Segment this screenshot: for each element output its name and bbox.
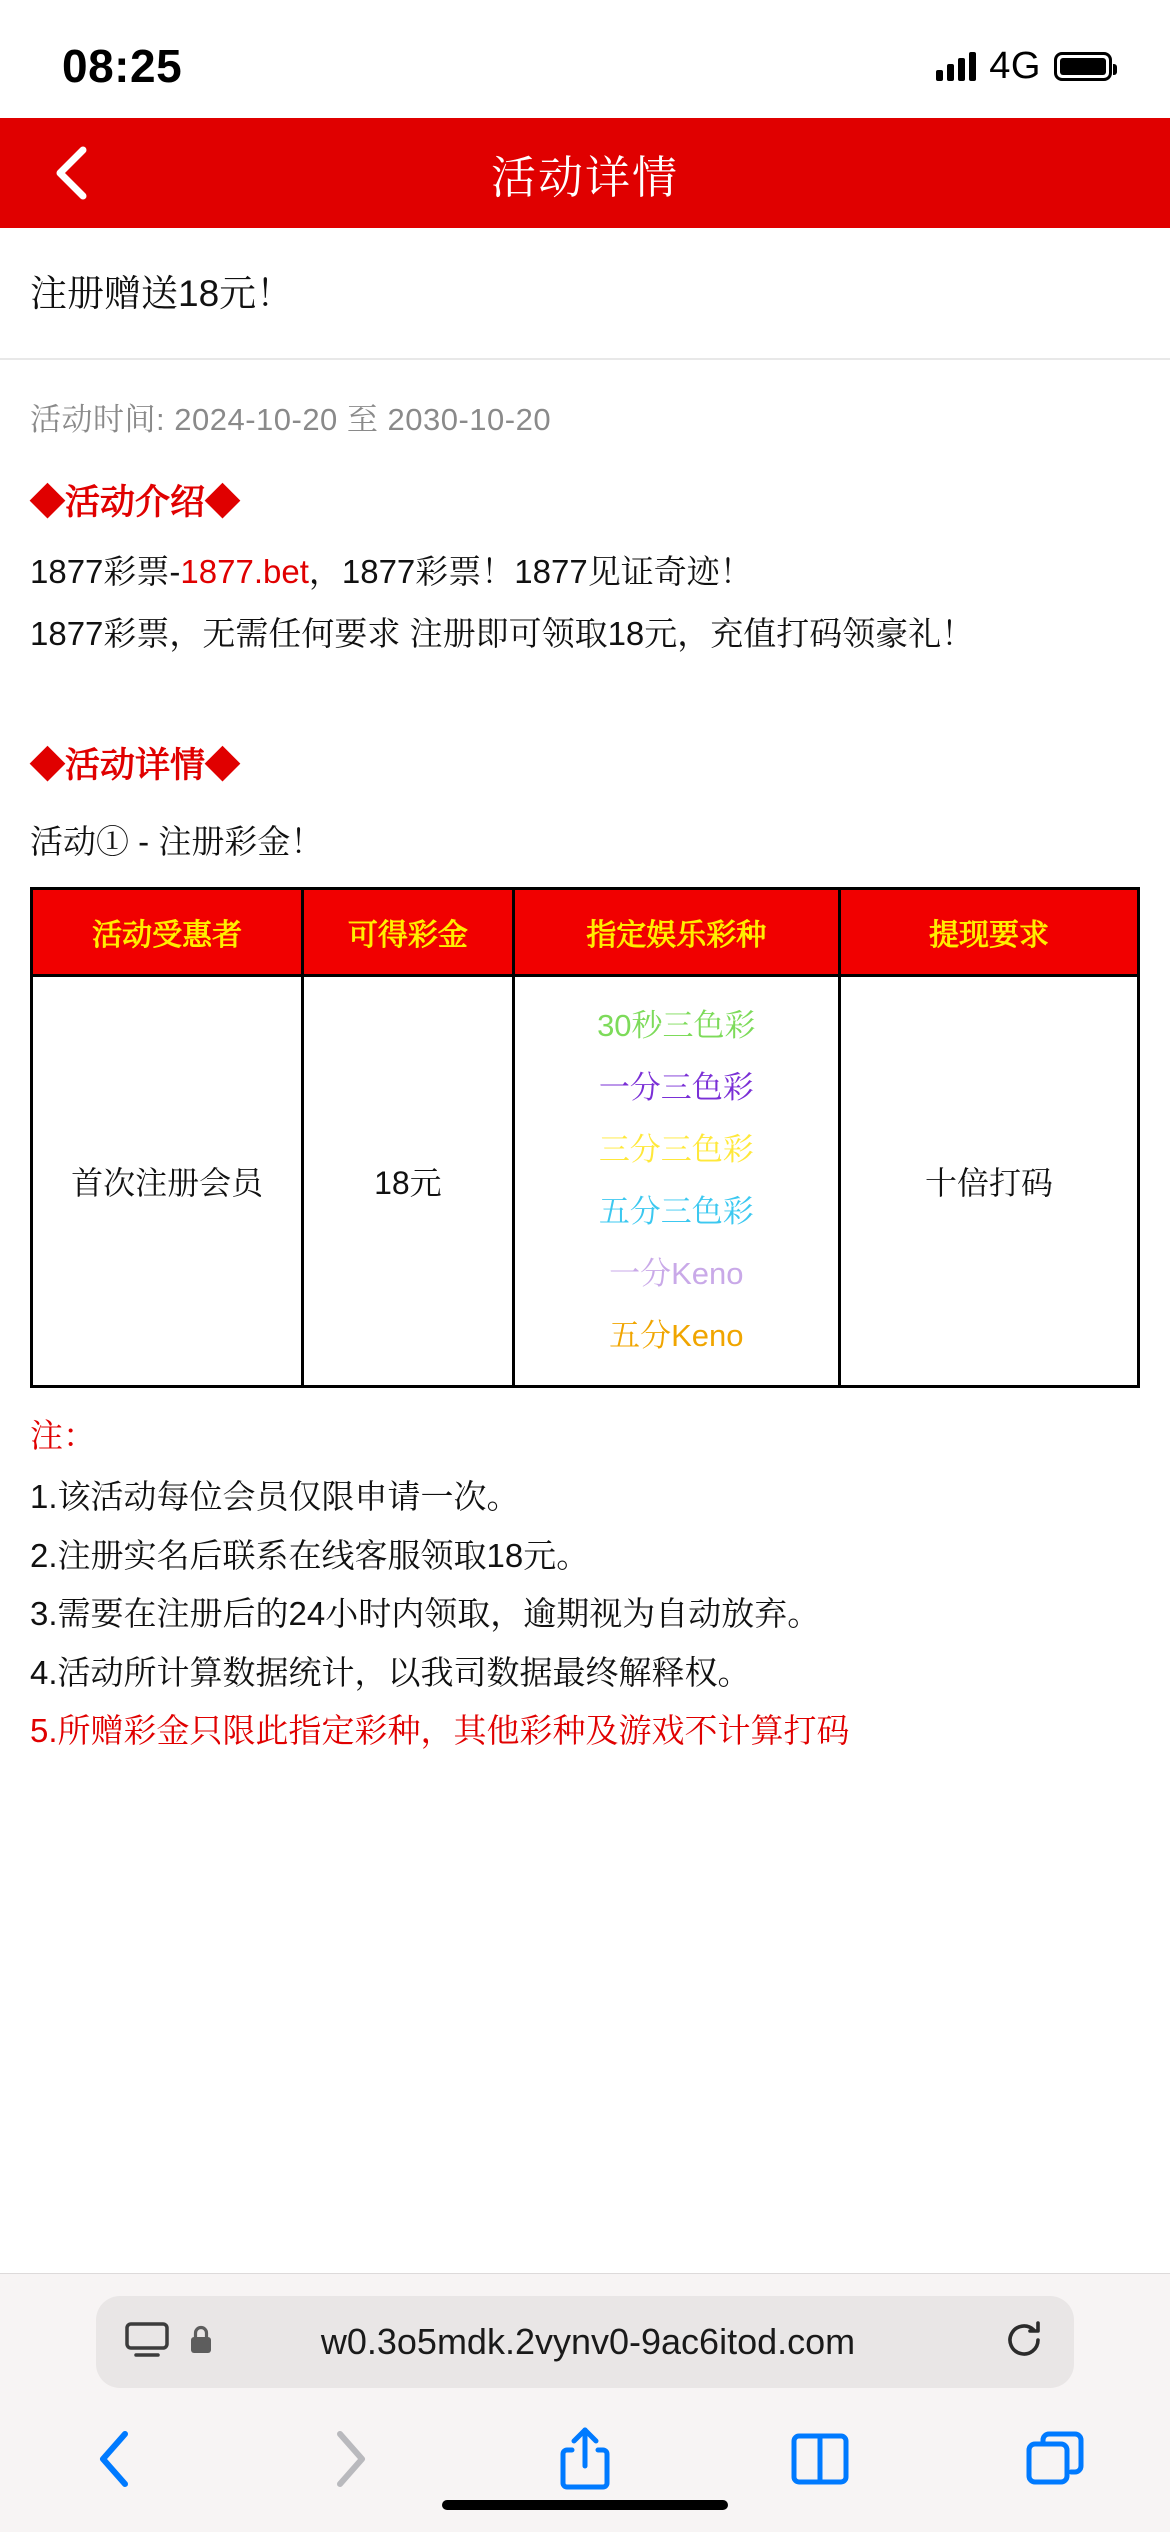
network-type-label: 4G [989,44,1041,87]
browser-bottom-bar [0,2273,1170,2532]
activity-label: 活动① - 注册彩金！ [30,823,324,860]
game-item: 一分Keno [609,1256,744,1291]
table-row [32,976,1139,1387]
game-item: 三分三色彩 [598,1132,754,1167]
cell-bonus: 18元 [303,976,513,1387]
promo-table [30,887,1140,1388]
address-bar[interactable] [96,2296,1074,2388]
game-item: 30秒三色彩 [597,1008,756,1043]
intro-line-2: 1877彩票，无需任何要求 注册即可领取18元，充值打码领豪礼！ [30,614,975,652]
status-time: 08:25 [62,40,183,92]
note-item: 1.该活动每位会员仅限申请一次。 [30,1478,520,1515]
intro-heading: ◆活动介绍◆ [30,483,241,523]
notes-heading: 注： [30,1417,96,1454]
spacer [0,660,1170,712]
table-header-row [32,889,1139,976]
url-text[interactable]: w0.3o5mdk.2vynv0-9ac6itod.com [320,2321,856,2362]
promo-table-wrap [0,881,1170,1388]
bookmarks-book-icon[interactable] [777,2416,863,2502]
battery-icon [1054,52,1112,81]
intro-line-1 [0,537,1170,598]
note-item: 3.需要在注册后的24小时内领取，逾期视为自动放弃。 [30,1595,821,1633]
game-item: 五分三色彩 [598,1194,754,1229]
game-item: 五分Keno [609,1318,744,1353]
signal-bars-icon [936,51,976,81]
detail-heading: ◆活动详情◆ [30,746,241,785]
game-item: 一分三色彩 [598,1070,754,1105]
browser-forward-button[interactable] [307,2416,393,2502]
promo-title: 注册赠送18元！ [0,228,1170,360]
back-chevron-icon[interactable] [42,143,102,203]
table-header-cell: 提现要求 [840,889,1139,976]
table-header-cell: 可得彩金 [303,889,513,976]
cell-beneficiary: 首次注册会员 [32,976,303,1387]
app-header [0,118,1170,228]
table-header-cell: 指定娱乐彩种 [513,889,840,976]
promo-content [0,228,1170,1751]
tabs-icon[interactable] [1012,2416,1098,2502]
site-link[interactable]: 1877.bet [180,553,309,591]
intro-line-1-post: ，1877彩票！1877见证奇迹！ [308,553,753,591]
share-icon[interactable] [542,2416,628,2502]
game-list [521,995,833,1367]
status-bar [0,0,1170,118]
cell-games [513,976,840,1387]
home-indicator [442,2500,728,2510]
reload-icon[interactable] [1002,2318,1046,2367]
status-indicators [936,31,1112,88]
note-item: 2.注册实名后联系在线客服领取18元。 [30,1536,590,1574]
browser-back-button[interactable] [72,2416,158,2502]
url-row [0,2274,1170,2388]
note-item-cut-off: 5.所赠彩金只限此指定彩种，其他彩种及游戏不计算打码 [30,1712,850,1750]
page-settings-icon[interactable] [124,2320,170,2365]
note-item: 4.活动所计算数据统计，以我司数据最终解释权。 [30,1653,751,1691]
table-header-cell: 活动受惠者 [32,889,303,976]
intro-line-1-pre: 1877彩票- [30,553,181,591]
page-title: 活动详情 [490,151,679,203]
promo-period: 活动时间: 2024-10-20 至 2030-10-20 [30,402,552,438]
cell-withdraw: 十倍打码 [840,976,1139,1387]
browser-nav-row [0,2388,1170,2502]
